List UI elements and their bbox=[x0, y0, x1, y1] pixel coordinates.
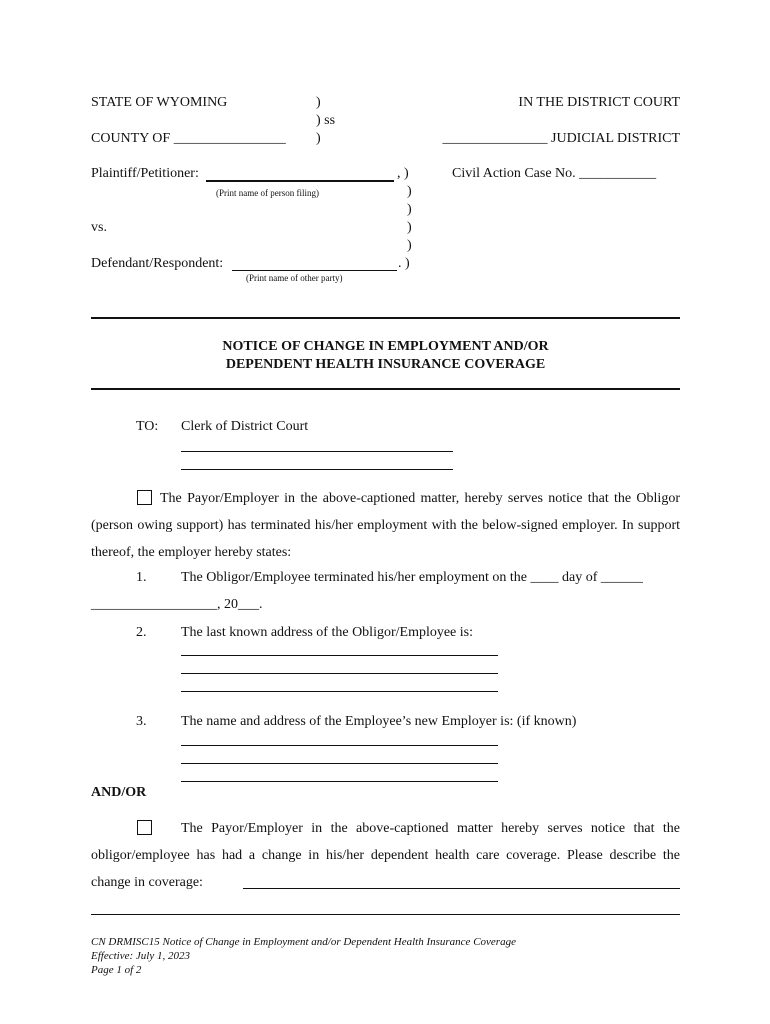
form-id: CN DRMISC15 Notice of Change in Employment and/or Dependent Health Insurance Coverage bbox=[91, 936, 516, 948]
defendant-hint: (Print name of other party) bbox=[246, 273, 343, 283]
caption-paren: ) bbox=[407, 238, 412, 253]
obligor-address-line-3[interactable] bbox=[181, 691, 498, 692]
effective-date: Effective: July 1, 2023 bbox=[91, 950, 190, 962]
county-label: COUNTY OF ________________ bbox=[91, 131, 286, 146]
vs-label: vs. bbox=[91, 220, 107, 235]
page-number: Page 1 of 2 bbox=[91, 964, 142, 976]
new-employer-line-3[interactable] bbox=[181, 781, 498, 782]
caption-paren: ) bbox=[316, 95, 321, 110]
coverage-notice-text: The Payor/Employer in the above-captioned matter hereby serves notice that the obligor/employee has had a change in his/her dependent health care coverage. Please describe the change in coverage: bbox=[91, 821, 680, 890]
employment-notice-text: The Payor/Employer in the above-captioned matter, hereby serves notice that the Obligor (person owing support) has terminated his/her employment with the below-signed employer. In support thereof, the employer hereby states: bbox=[91, 491, 680, 560]
case-number-label: Civil Action Case No. ___________ bbox=[452, 166, 657, 181]
obligor-address-line-1[interactable] bbox=[181, 655, 498, 656]
item-1-number: 1. bbox=[136, 570, 147, 585]
item-2-text: The last known address of the Obligor/Employee is: bbox=[181, 625, 473, 640]
caption-paren: ) bbox=[407, 184, 412, 199]
item-3-number: 3. bbox=[136, 714, 147, 729]
footer-rule bbox=[91, 914, 680, 915]
caption-ss: ) ss bbox=[316, 113, 336, 128]
to-address-line-2[interactable] bbox=[181, 469, 453, 470]
item-1-continuation: __________________, 20___. bbox=[91, 597, 263, 612]
plaintiff-label: Plaintiff/Petitioner: bbox=[91, 166, 199, 181]
title-bottom-rule bbox=[91, 388, 680, 390]
caption-paren: . ) bbox=[398, 256, 410, 271]
to-address-line-1[interactable] bbox=[181, 451, 453, 452]
defendant-name-field[interactable] bbox=[232, 270, 397, 271]
item-2-number: 2. bbox=[136, 625, 147, 640]
caption-paren: ) bbox=[407, 220, 412, 235]
title-line-1: NOTICE OF CHANGE IN EMPLOYMENT AND/OR bbox=[222, 339, 549, 354]
caption-paren: , ) bbox=[397, 166, 409, 181]
title-top-rule bbox=[91, 317, 680, 319]
plaintiff-name-field[interactable] bbox=[206, 180, 394, 182]
judicial-district-label: _______________ JUDICIAL DISTRICT bbox=[442, 131, 680, 146]
new-employer-line-2[interactable] bbox=[181, 763, 498, 764]
item-1-text: The Obligor/Employee terminated his/her employment on the ____ day of ______ bbox=[181, 570, 643, 585]
caption-paren: ) bbox=[407, 202, 412, 217]
caption-paren: ) bbox=[316, 131, 321, 146]
state-label: STATE OF WYOMING bbox=[91, 95, 228, 110]
court-label: IN THE DISTRICT COURT bbox=[518, 95, 680, 110]
andor-heading: AND/OR bbox=[91, 785, 147, 800]
new-employer-line-1[interactable] bbox=[181, 745, 498, 746]
to-label: TO: bbox=[136, 419, 159, 434]
to-recipient: Clerk of District Court bbox=[181, 419, 309, 434]
item-3-text: The name and address of the Employee’s new Employer is: (if known) bbox=[181, 714, 577, 729]
title-line-2: DEPENDENT HEALTH INSURANCE COVERAGE bbox=[225, 357, 546, 372]
obligor-address-line-2[interactable] bbox=[181, 673, 498, 674]
defendant-label: Defendant/Respondent: bbox=[91, 256, 224, 271]
plaintiff-hint: (Print name of person filing) bbox=[216, 188, 319, 198]
coverage-change-field[interactable] bbox=[243, 888, 680, 889]
